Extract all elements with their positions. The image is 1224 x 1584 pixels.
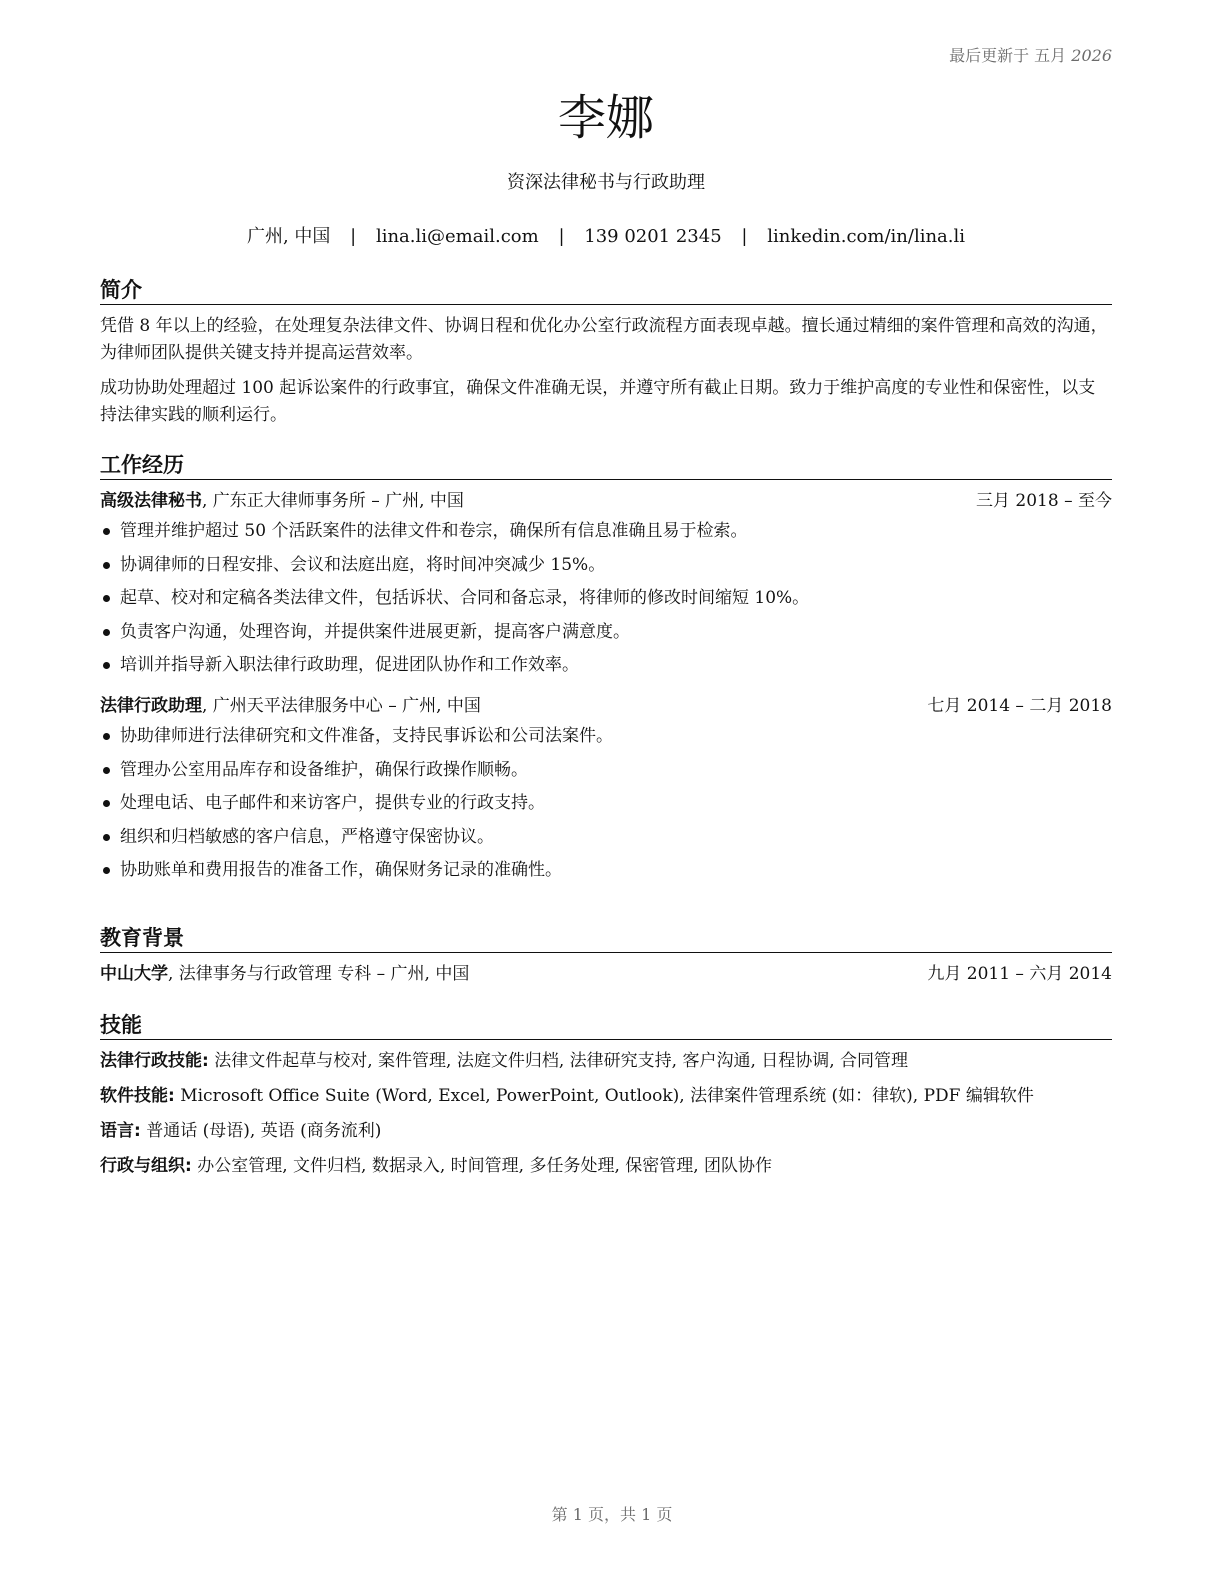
list-item: 负责客户沟通，处理咨询，并提供案件进展更新，提高客户满意度。	[100, 619, 1112, 645]
section-title-experience: 工作经历	[100, 452, 1112, 480]
candidate-name: 李娜	[557, 90, 654, 146]
education-detail: , 法律事务与行政管理 专科 – 广州, 中国	[168, 964, 470, 984]
summary-section	[100, 277, 1112, 437]
job-role: 法律行政助理	[100, 696, 202, 716]
job-org: , 广东正大律师事务所 – 广州, 中国	[202, 491, 464, 511]
contact-linkedin[interactable]: linkedin.com/in/lina.li	[767, 226, 966, 247]
skill-row	[100, 1118, 1112, 1144]
skill-value: Microsoft Office Suite (Word, Excel, PowerPoint, Outlook), 法律案件管理系统 (如：律软), PDF 编辑软件	[174, 1086, 1034, 1106]
education-school: 中山大学	[100, 964, 168, 984]
list-item: 培训并指导新入职法律行政助理，促进团队协作和工作效率。	[100, 652, 1112, 678]
job-role: 高级法律秘书	[100, 491, 202, 511]
skill-label: 行政与组织:	[100, 1156, 192, 1176]
contact-phone: 139 0201 2345	[584, 226, 722, 247]
skills-section	[100, 1012, 1112, 1188]
last-updated	[949, 46, 1112, 66]
list-item: 组织和归档敏感的客户信息，严格遵守保密协议。	[100, 824, 1112, 850]
job-entry	[100, 488, 1112, 678]
job-dates: 三月 2018 – 至今	[976, 491, 1112, 511]
experience-section	[100, 452, 1112, 891]
skill-row	[100, 1153, 1112, 1179]
section-title-skills: 技能	[100, 1012, 1112, 1040]
job-title-line	[100, 488, 464, 514]
summary-paragraph: 凭借 8 年以上的经验，在处理复杂法律文件、协调日程和优化办公室行政流程方面表现卓越。擅长通过精细的案件管理和高效的沟通，为律师团队提供关键支持并提高运营效率。	[100, 316, 1108, 363]
skill-row	[100, 1083, 1112, 1109]
education-entry	[100, 961, 1112, 987]
job-dates: 七月 2014 – 二月 2018	[927, 696, 1112, 716]
list-item: 协助账单和费用报告的准备工作，确保财务记录的准确性。	[100, 857, 1112, 883]
skill-row	[100, 1048, 1112, 1074]
contact-separator: |	[350, 226, 357, 247]
job-title-line	[100, 693, 481, 719]
job-bullets	[100, 723, 1112, 883]
education-dates: 九月 2011 – 六月 2014	[927, 964, 1112, 984]
job-entry	[100, 693, 1112, 883]
skill-value: 办公室管理, 文件归档, 数据录入, 时间管理, 多任务处理, 保密管理, 团队协作	[191, 1156, 773, 1176]
last-updated-label: 最后更新于 五月	[949, 46, 1067, 65]
section-title-summary: 简介	[100, 277, 1112, 305]
skill-label: 法律行政技能:	[100, 1051, 209, 1071]
resume-page	[100, 0, 1112, 1584]
last-updated-year: 2026	[1071, 46, 1112, 65]
list-item: 协助律师进行法律研究和文件准备，支持民事诉讼和公司法案件。	[100, 723, 1112, 749]
page-footer: 第 1 页，共 1 页	[551, 1505, 673, 1524]
headline: 资深法律秘书与行政助理	[507, 172, 705, 193]
contact-email[interactable]: lina.li@email.com	[375, 226, 539, 247]
job-org: , 广州天平法律服务中心 – 广州, 中国	[202, 696, 481, 716]
section-title-education: 教育背景	[100, 925, 1112, 953]
skill-value: 普通话 (母语), 英语 (商务流利)	[140, 1121, 382, 1141]
job-header	[100, 488, 1112, 514]
skill-label: 软件技能:	[100, 1086, 175, 1106]
summary-paragraph: 成功协助处理超过 100 起诉讼案件的行政事宜，确保文件准确无误，并遵守所有截止日期。致力于维护高度的专业性和保密性，以支持法律实践的顺利运行。	[100, 378, 1096, 425]
skill-value: 法律文件起草与校对, 案件管理, 法庭文件归档, 法律研究支持, 客户沟通, 日程协调, 合同管理	[208, 1051, 909, 1071]
list-item: 管理并维护超过 50 个活跃案件的法律文件和卷宗，确保所有信息准确且易于检索。	[100, 518, 1112, 544]
contact-line	[100, 225, 1112, 249]
list-item: 协调律师的日程安排、会议和法庭出庭，将时间冲突减少 15%。	[100, 552, 1112, 578]
contact-location: 广州, 中国	[246, 226, 331, 247]
list-item: 处理电话、电子邮件和来访客户，提供专业的行政支持。	[100, 790, 1112, 816]
education-title-line	[100, 961, 469, 987]
education-section	[100, 925, 1112, 987]
job-header	[100, 693, 1112, 719]
contact-separator: |	[558, 226, 565, 247]
contact-separator: |	[741, 226, 748, 247]
list-item: 起草、校对和定稿各类法律文件，包括诉状、合同和备忘录，将律师的修改时间缩短 10%。	[100, 585, 1112, 611]
job-bullets	[100, 518, 1112, 678]
list-item: 管理办公室用品库存和设备维护，确保行政操作顺畅。	[100, 757, 1112, 783]
skill-label: 语言:	[100, 1121, 141, 1141]
